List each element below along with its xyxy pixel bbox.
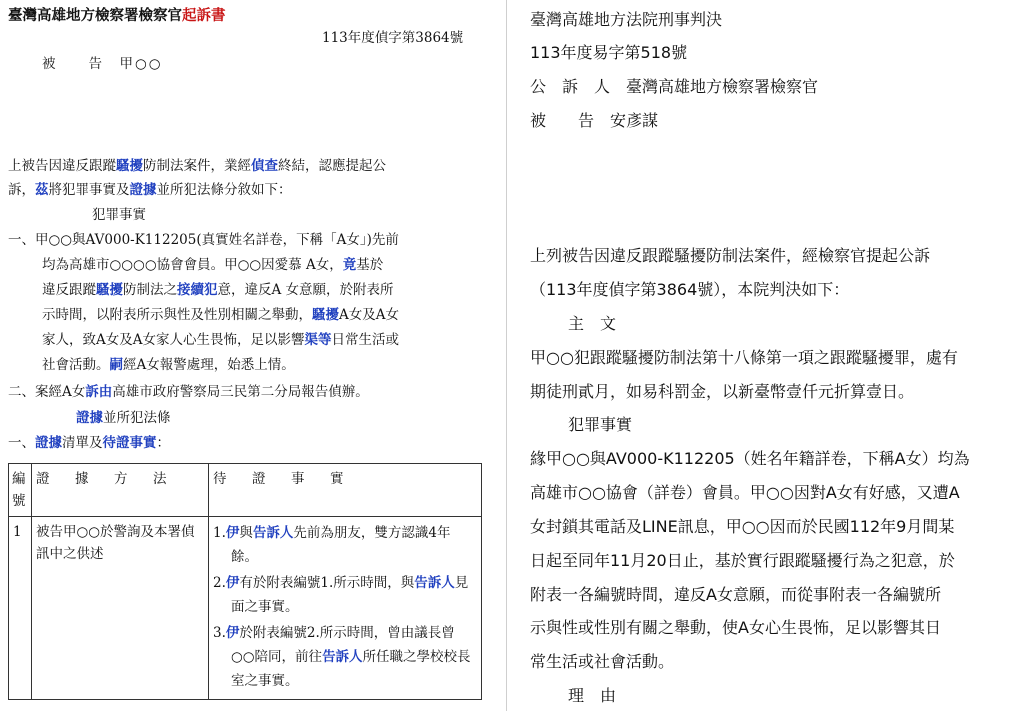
judgment-pane (510, 0, 1024, 711)
judgment-case-no: 113年度易字第518號 (530, 43, 688, 62)
facts-para1-line6: 社會活動。嗣經A女報警處理，始悉上情。 (42, 357, 295, 373)
crime-facts-heading: 犯罪事實 (92, 207, 146, 223)
judgment-main-line-1: 甲○○犯跟蹤騷擾防制法第十八條第一項之跟蹤騷擾罪，處有 (530, 348, 958, 367)
col-header-facts: 待 證 事 實 (209, 464, 482, 517)
judgment-facts-line-5: 附表一各編號時間，違反A女意願，而從事附表一各編號所 (530, 585, 941, 604)
evidence-table (8, 463, 482, 700)
col-header-no: 編號 (9, 464, 32, 517)
cell-method: 被告甲○○於警詢及本署偵訊中之供述 (32, 517, 209, 700)
list-item: 2.伊有於附表編號1.所示時間，與告訴人見面之事實。 (213, 575, 469, 615)
facts-para2: 二、案經A女訴由高雄市政府警察局三民第二分局報告偵辦。 (8, 384, 369, 400)
judgment-prosecutor: 公 訴 人 臺灣高雄地方檢察署檢察官 (530, 77, 819, 96)
judgment-intro-line-1: 上列被告因違反跟蹤騷擾防制法案件，經檢察官提起公訴 (530, 246, 931, 265)
pane-divider (506, 0, 507, 711)
evidence-heading: 證據並所犯法條 (76, 410, 171, 426)
judgment-intro-line-2: （113年度偵字第3864號），本院判決如下： (530, 280, 850, 299)
list-item: 3.伊於附表編號2.所示時間，曾由議長曾○○陪同，前往告訴人所任職之學校校長室之事實。 (213, 625, 471, 689)
judgment-reason-heading: 理 由 (568, 686, 617, 705)
cell-facts (209, 517, 482, 700)
indictment-title: 臺灣高雄地方檢察署檢察官起訴書 (8, 7, 226, 24)
facts-para1-line5: 家人，致A女及A女家人心生畏怖，足以影響渠等日常生活或 (42, 332, 399, 348)
judgment-main-heading: 主 文 (568, 314, 617, 333)
judgment-defendant: 被 告 安彥謀 (530, 111, 659, 130)
table-header-row (9, 464, 482, 517)
intro-line-2: 訴，茲將犯罪事實及證據並所犯法條分敘如下： (8, 182, 292, 198)
judgment-facts-line-2: 高雄市○○協會（詳卷）會員。甲○○因對A女有好感，又遭A (530, 483, 960, 502)
judgment-facts-line-7: 常生活或社會活動。 (530, 652, 675, 671)
judgment-court-title: 臺灣高雄地方法院刑事判決 (530, 10, 723, 29)
indictment-defendant: 被 告 甲○○ (42, 56, 163, 72)
evidence-list-intro: 一、證據清單及待證事實： (8, 435, 170, 451)
intro-line-1: 上被告因違反跟蹤騷擾防制法案件，業經偵查終結，認應提起公 (8, 158, 386, 174)
judgment-facts-heading: 犯罪事實 (568, 415, 633, 434)
facts-para1-line2: 均為高雄市○○○○協會會員。甲○○因愛慕 A女，竟基於 (42, 257, 384, 273)
facts-para1-line3: 違反跟蹤騷擾防制法之接續犯意，違反A 女意願，於附表所 (42, 282, 394, 298)
table-row (9, 517, 482, 700)
facts-para1-line1: 一、甲○○與AV000-K112205(真實姓名詳卷，下稱「A女」)先前 (8, 232, 399, 248)
judgment-facts-line-4: 日起至同年11月20日止，基於實行跟蹤騷擾行為之犯意，於 (530, 551, 955, 570)
cell-no: 1 (9, 517, 32, 700)
indictment-pane (0, 0, 506, 711)
list-item: 1.伊與告訴人先前為朋友，雙方認識4年餘。 (213, 525, 451, 565)
col-header-method: 證 據 方 法 (32, 464, 209, 517)
judgment-facts-line-6: 示與性或性別有關之舉動，使A女心生畏怖，足以影響其日 (530, 618, 941, 637)
indictment-case-no: 113年度偵字第3864號 (322, 30, 464, 46)
facts-list (213, 521, 477, 693)
facts-para1-line4: 示時間，以附表所示與性及性別相關之舉動，騷擾A女及A女 (42, 307, 399, 323)
judgment-facts-line-3: 女封鎖其電話及LINE訊息，甲○○因而於民國112年9月間某 (530, 517, 955, 536)
judgment-facts-line-1: 緣甲○○與AV000-K112205（姓名年籍詳卷，下稱A女）均為 (530, 449, 970, 468)
judgment-main-line-2: 期徒刑貳月，如易科罰金，以新臺幣壹仟元折算壹日。 (530, 382, 915, 401)
